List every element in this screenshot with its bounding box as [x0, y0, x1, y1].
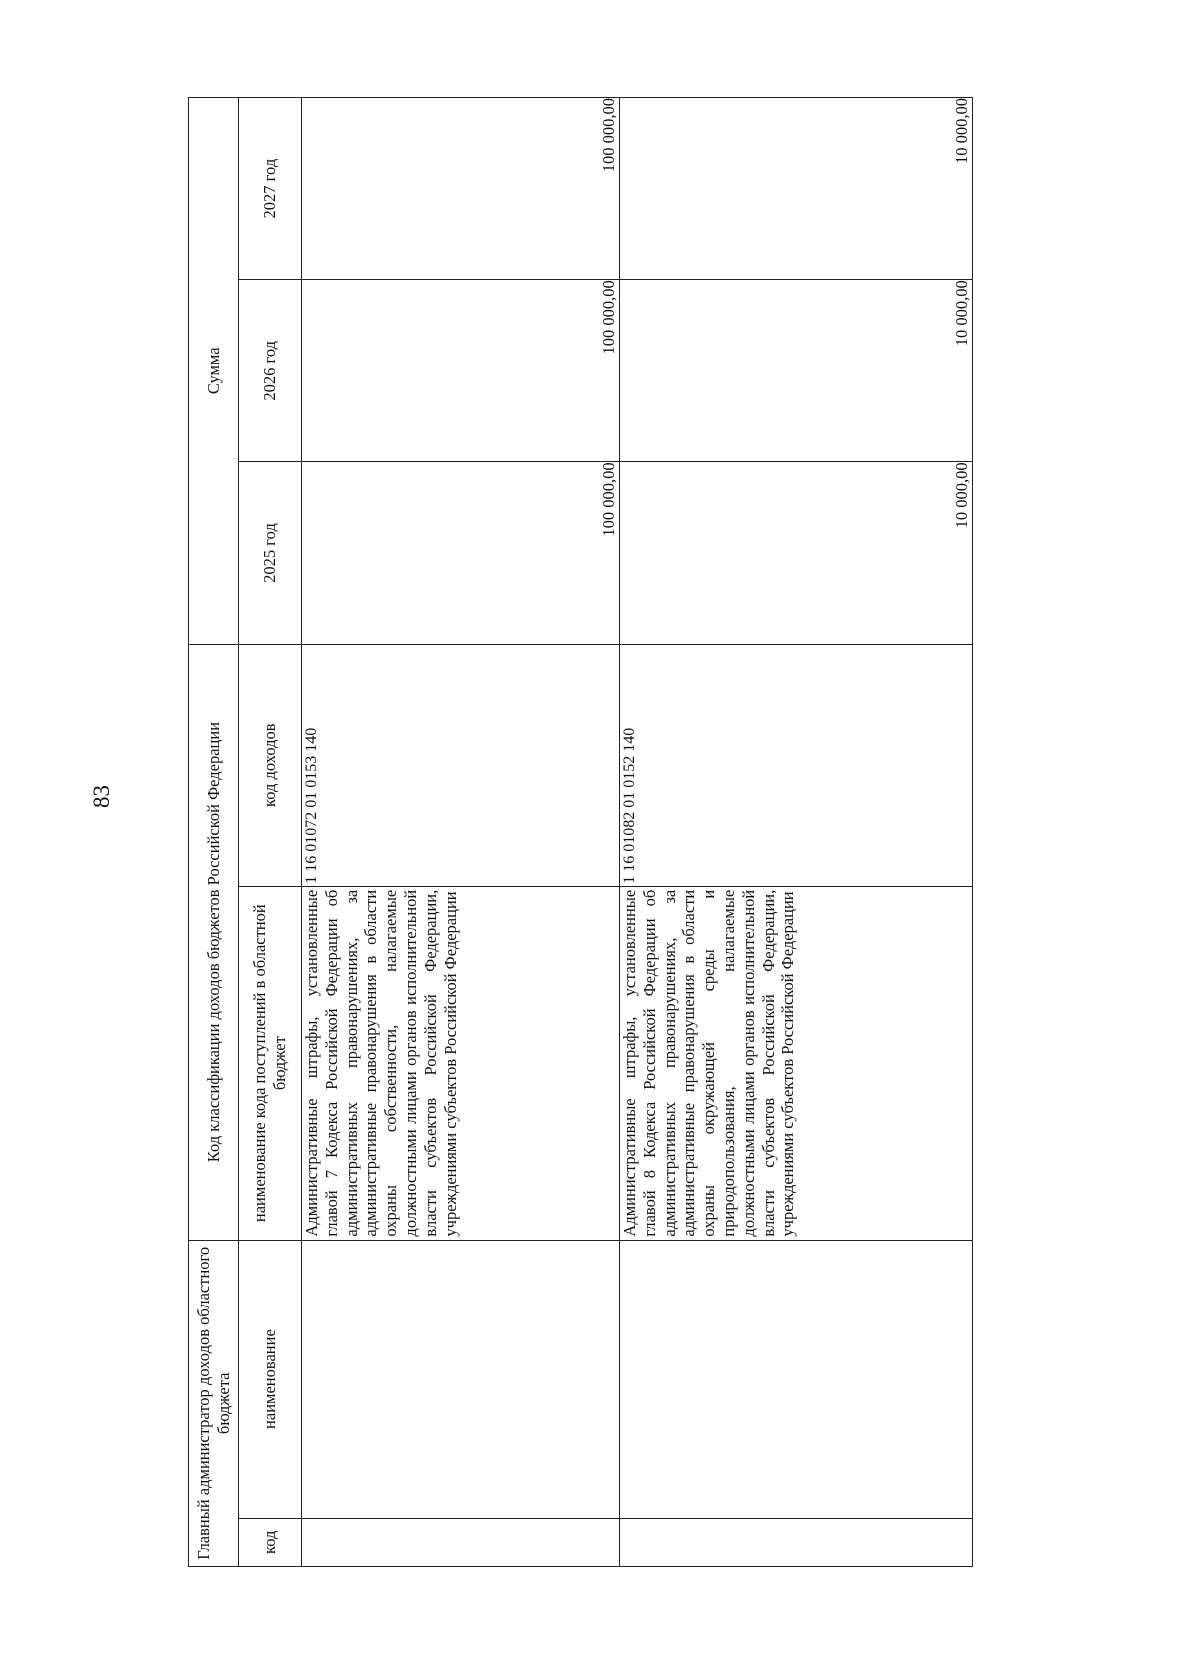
header-main-admin: Главный администратор доходов областного бюджета [189, 1240, 239, 1566]
header-name: наименование [239, 1240, 302, 1518]
amount-2026-cell: 10 000,00 [620, 280, 973, 462]
page-number: 83 [89, 785, 114, 808]
income-name-cell: Административные штрафы, установленные главой 8 Кодекса Российской Федерации об административных правонарушениях, за административные правонарушения в области охраны окружающей среды и природопользования, налагаемые должностными лицами органов исполнительной власти субъектов Российской Федерации, учреждениями субъектов Российской Федерации [620, 886, 973, 1240]
header-code: код [239, 1518, 302, 1566]
header-2026: 2026 год [239, 280, 302, 462]
income-code-cell: 1 16 01082 01 0152 140 [620, 644, 973, 886]
amount-2027-cell: 100 000,00 [302, 98, 620, 280]
header-income-code: код доходов [239, 644, 302, 886]
amount-2026-cell: 100 000,00 [302, 280, 620, 462]
header-classification: Код классификации доходов бюджетов Российской Федерации [189, 644, 239, 1240]
header-row-top [189, 98, 239, 1567]
admin-code-cell [302, 1518, 620, 1566]
header-2025: 2025 год [239, 462, 302, 644]
table-row [302, 98, 620, 1567]
revenue-table [188, 97, 973, 1567]
amount-2025-cell: 100 000,00 [302, 462, 620, 644]
table-row [620, 98, 973, 1567]
income-code-cell: 1 16 01072 01 0153 140 [302, 644, 620, 886]
header-2027: 2027 год [239, 98, 302, 280]
header-income-name: наименование кода поступлений в областной бюджет [239, 886, 302, 1240]
header-row-sub [239, 98, 302, 1567]
admin-name-cell [302, 1240, 620, 1518]
income-name-cell: Административные штрафы, установленные главой 7 Кодекса Российской Федерации об административных правонарушениях, за административные правонарушения в области охраны собственности, налагаемые должностными лицами органов исполнительной власти субъектов Российской Федерации, учреждениями субъектов Российской Федерации [302, 886, 620, 1240]
amount-2027-cell: 10 000,00 [620, 98, 973, 280]
amount-2025-cell: 10 000,00 [620, 462, 973, 644]
revenue-table-rotated [188, 97, 972, 1567]
admin-name-cell [620, 1240, 973, 1518]
admin-code-cell [620, 1518, 973, 1566]
header-sum: Сумма [189, 98, 239, 645]
